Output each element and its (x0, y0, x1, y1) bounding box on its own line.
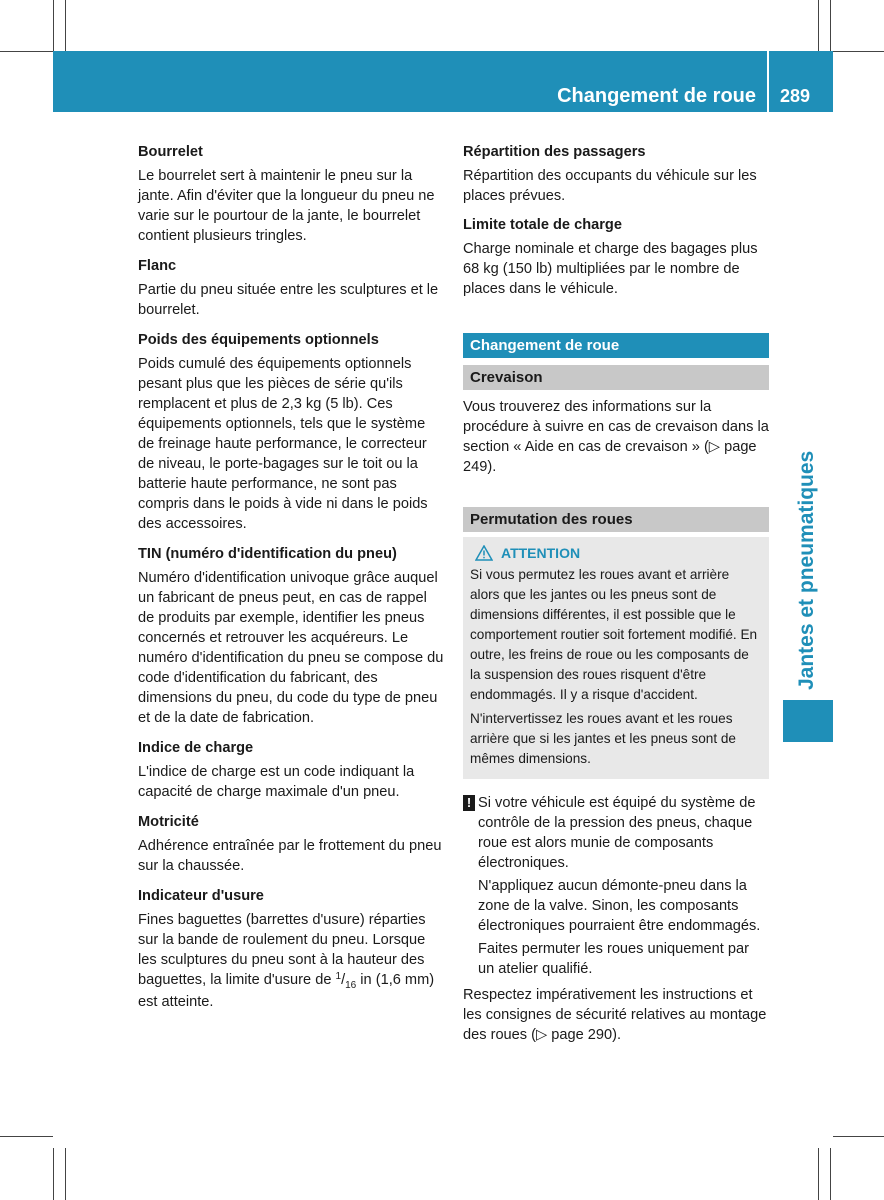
term-heading: Limite totale de charge (463, 217, 622, 233)
term-heading: Indice de charge (138, 740, 254, 756)
warning-title: ATTENTION (501, 545, 581, 561)
subsection-title: Permutation des roues (463, 507, 769, 532)
term-heading: Motricité (138, 814, 199, 830)
term-text: Charge nominale et charge des bagages plus 68 kg (150 lb) multipliées par le nombre de places dans le véhicule. (463, 241, 758, 297)
term-text: L'indice de charge est un code indiquant la capacité de charge maximale d'un pneu. (138, 764, 415, 800)
note-block (463, 793, 769, 979)
crop-mark (818, 0, 819, 51)
term-text-part: Fines baguettes (barrettes d'usure) réparties sur la bande de roulement du pneu. Lorsque les sculptures du pneu sont à la hauteur des baguettes, la limite d'usure de (138, 912, 426, 988)
term-heading: Poids des équipements optionnels (138, 332, 379, 348)
crop-mark (818, 1148, 819, 1200)
note-text: Si votre véhicule est équipé du système de contrôle de la pression des pneus, chaque roue est alors munie de composants électroniques. (478, 795, 756, 871)
crop-mark (53, 1148, 54, 1200)
term-heading: TIN (numéro d'identification du pneu) (138, 546, 397, 562)
note-text: N'appliquez aucun démonte-pneu dans la zone de la valve. Sinon, les composants électroniques pourraient être endommagés. (478, 878, 761, 934)
term-heading: Répartition des passagers (463, 144, 646, 160)
warning-header (470, 543, 761, 563)
crop-mark (0, 1136, 53, 1137)
crop-mark (833, 51, 884, 52)
page-title: Changement de roue (557, 85, 756, 107)
term-heading: Bourrelet (138, 144, 203, 160)
crop-mark (65, 1148, 66, 1200)
left-column (138, 142, 444, 1022)
crop-mark (830, 0, 831, 51)
term-text-part: in (1,6 mm) est atteinte. (138, 972, 435, 1010)
term-text: Fines baguettes (barrettes d'usure) réparties sur la bande de roulement du pneu. Lorsque les sculptures du pneu sont à la hauteur des baguettes, la limite d'usure de $^1/_{16}$ in (1,6 mm) est atteinte. (138, 912, 435, 1010)
term-text: Numéro d'identification univoque grâce auquel un fabricant de pneus peut, en cas de rappel de produits par exemple, identifier les pneus concernés et retrouver les acquéreurs. Le numéro d'identification du pneu se compose du code d'identification du fabricant, des dimensions du pneu, du code du type de pneu et de la date de fabrication. (138, 570, 444, 726)
crop-mark (65, 0, 66, 51)
page-number: 289 (779, 86, 811, 106)
header-separator (767, 51, 769, 112)
warning-text: Si vous permutez les roues avant et arrière alors que les jantes ou les pneus sont de dimensions différentes, il est possible que le comportement routier soit fortement modifié. En outre, les freins de roue ou les composants de la suspension des roues risquent d'être endommagés. Il y a risque d'accident. (470, 567, 758, 702)
term-text: Partie du pneu située entre les sculptures et le bourrelet. (138, 282, 439, 318)
term-text: Poids cumulé des équipements optionnels pesant plus que les pièces de série qu'ils remplacent et plus de 2,3 kg (5 lb). Ces équipements optionnels, tels que le système de freinage haute performance, le correcteur de niveau, le porte-bagages sur le toit ou la batterie haute performance, ne sont pas compris dans le poids à vide ni dans le poids des accessoires. (138, 356, 428, 532)
crop-mark (0, 51, 53, 52)
term-heading: Indicateur d'usure (138, 888, 264, 904)
note-text: Faites permuter les roues uniquement par un atelier qualifié. (478, 941, 749, 977)
fraction-denominator: 16 (345, 980, 357, 991)
term-text: Répartition des occupants du véhicule sur les places prévues. (463, 168, 757, 204)
term-heading: Flanc (138, 258, 177, 274)
crop-mark (830, 1148, 831, 1200)
subsection-title: Crevaison (463, 365, 769, 390)
warning-text: N'intervertissez les roues avant et les roues arrière que si les jantes et les pneus sont de mêmes dimensions. (470, 711, 736, 766)
warning-triangle-icon (475, 545, 493, 561)
subsection-text: Vous trouverez des informations sur la procédure à suivre en cas de crevaison dans la section « Aide en cas de crevaison » (▷ page 249). (463, 399, 769, 475)
term-text: Le bourrelet sert à maintenir le pneu sur la jante. Afin d'éviter que la longueur du pneu ne varie sur le pourtour de la jante, le bourrelet contient plusieurs tringles. (138, 168, 435, 244)
fraction-numerator: 1 (335, 971, 342, 982)
crop-mark (53, 0, 54, 51)
term-text: Adhérence entraînée par le frottement du pneu sur la chaussée. (138, 838, 442, 874)
section-title: Changement de roue (463, 333, 769, 358)
warning-box (463, 537, 769, 779)
chapter-side-label: Jantes et pneumatiques (795, 450, 818, 690)
chapter-side-tab (783, 700, 833, 742)
right-column (463, 142, 769, 1055)
closing-text: Respectez impérativement les instructions et les consignes de sécurité relatives au montage des roues (▷ page 290). (463, 987, 767, 1043)
crop-mark (833, 1136, 884, 1137)
exclamation-icon: ! (463, 795, 475, 811)
